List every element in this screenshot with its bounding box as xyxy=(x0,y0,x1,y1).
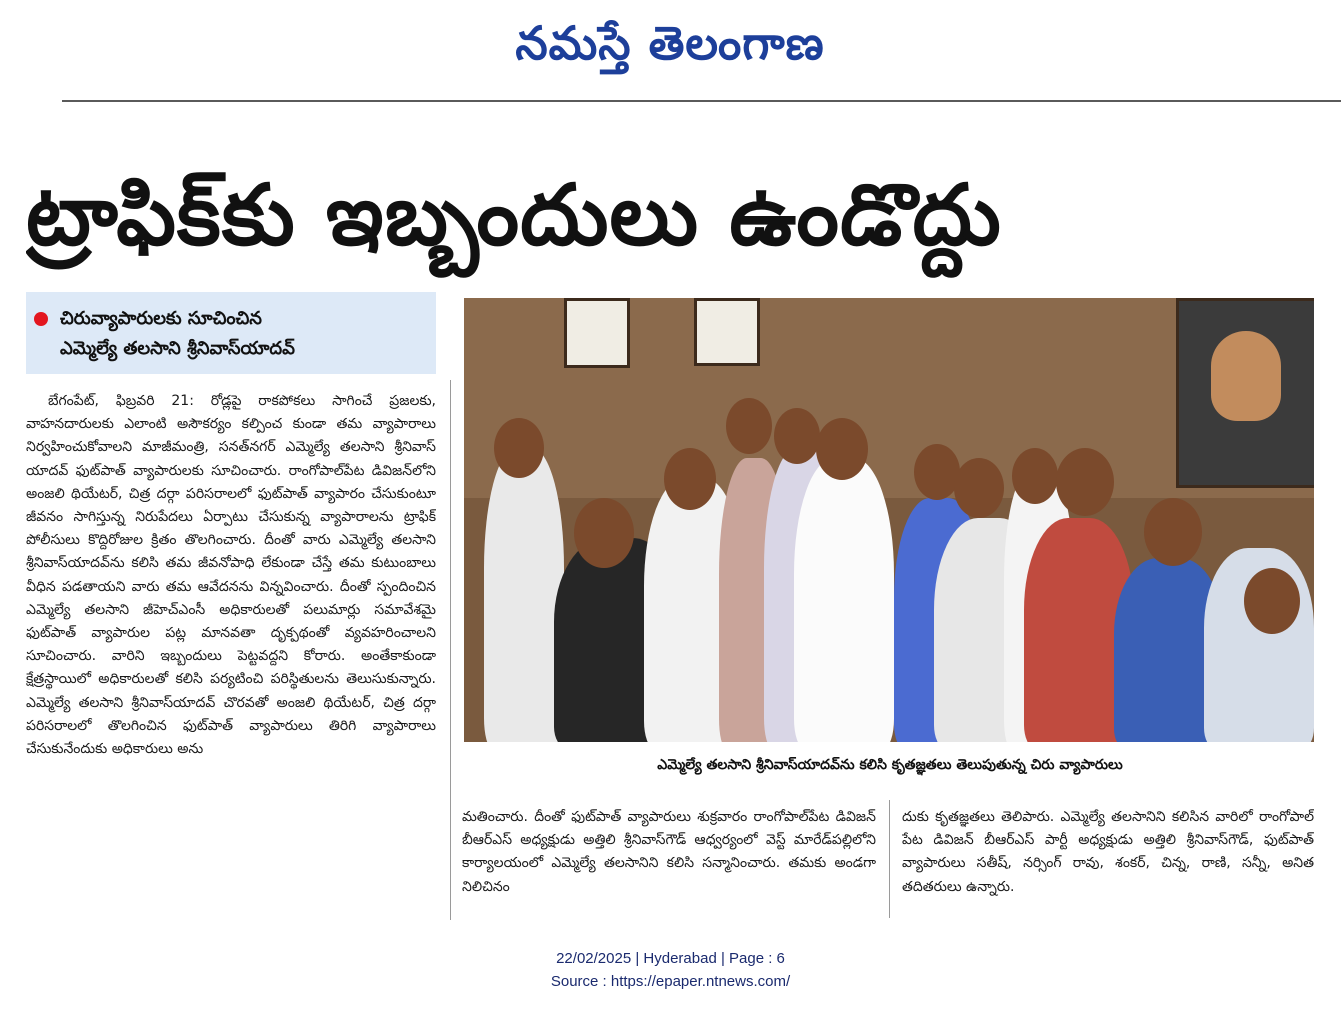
column-divider xyxy=(450,380,451,920)
photo-person-head xyxy=(726,398,772,454)
photo-person-head xyxy=(494,418,544,478)
photo-person-head xyxy=(1056,448,1114,516)
photo-person-head xyxy=(914,444,960,500)
article-column-3: దుకు కృతజ్ఞతలు తెలిపారు. ఎమ్మెల్యే తలసానిని కలిసిన వారిలో రాంగోపాల్ పేట డివిజన్ బీఆర్‌ఎస్ పార్టీ అధ్యక్షుడు అత్తిలి శ్రీనివాస్‌గౌడ్, ఫుట్‌పాత్ వ్యాపారులు సతీష్, నర్సింగ్ రావు, శంకర్, చిన్న, రాణి, సన్నీ, అనిత తదితరులు ఉన్నారు. xyxy=(902,809,1314,895)
subhead-line-1: చిరువ్యాపారులకు సూచించిన xyxy=(60,308,262,329)
subhead-box xyxy=(26,292,436,374)
photo-person-head xyxy=(774,408,820,464)
newspaper-logo: నమస్తే తెలంగాణ xyxy=(515,16,825,70)
photo-person-head xyxy=(816,418,868,480)
photo-person-head xyxy=(954,458,1004,518)
photo-person-head xyxy=(664,448,716,510)
photo-person-head xyxy=(1244,568,1300,634)
bullet-icon xyxy=(34,312,48,326)
photo-person xyxy=(484,448,564,742)
article-headline: ట్రాఫిక్‌కు ఇబ్బందులు ఉండొద్దు xyxy=(26,166,1002,264)
photo-person-center xyxy=(794,458,894,742)
source-url: Source : https://epaper.ntnews.com/ xyxy=(550,973,791,990)
photo-frame-portrait xyxy=(564,298,630,368)
photo-caption: ఎమ్మెల్యే తలసాని శ్రీనివాస్‌యాదవ్‌ను కలిసి కృతజ్ఞతలు తెలుపుతున్న చిరు వ్యాపారులు xyxy=(657,757,1123,773)
photo-frame-large-portrait xyxy=(1176,298,1314,488)
article-column-1 xyxy=(26,390,436,920)
subhead-line-2: ఎమ్మెల్యే తలసాని శ్రీనివాస్‌యాదవ్ xyxy=(60,338,295,359)
portrait-face xyxy=(1211,331,1281,421)
masthead xyxy=(0,0,1341,100)
news-photo xyxy=(464,298,1314,742)
masthead-divider xyxy=(62,100,1341,102)
photo-frame-portrait xyxy=(694,298,760,366)
photo-person-head xyxy=(1012,448,1058,504)
column-divider xyxy=(889,800,890,918)
edition-info: 22/02/2025 | Hyderabad | Page : 6 xyxy=(556,950,785,967)
photo-person-head xyxy=(574,498,634,568)
photo-person-head xyxy=(1144,498,1202,566)
article-column-1-text: బేగంపేట్, ఫిబ్రవరి 21: రోడ్లపై రాకపోకలు సాగించే ప్రజలకు, వాహనదారులకు ఎలాంటి అసౌకర్యం కల్పించ కుండా తమ వ్యాపారాలు నిర్వహించుకోవాలని మాజీమంత్రి, సనత్‌నగర్ ఎమ్మెల్యే తలసాని శ్రీనివాస్ యాదవ్ ఫుట్‌పాత్ వ్యాపారులకు సూచించారు. రాంగోపాల్‌పేట డివిజన్‌లోని అంజలి థియేటర్, చిత్ర దర్గా పరిసరాలలో ఫుట్‌పాత్ వ్యాపారం చేసుకుంటూ జీవనం సాగిస్తున్న నిరుపేదలు ఏర్పాటు చేసుకున్న వ్యాపారాలను ట్రాఫిక్ పోలీసులు కొద్దిరోజుల క్రితం తొలగించారు. దీంతో వారు ఎమ్మెల్యే తలసాని శ్రీనివాస్‌యాదవ్‌ను కలిసి తమ జీవనోపాధి లేకుండా చేస్తే తమ కుటుంబాలు వీధిన పడతాయని వారు తమ ఆవేదనను విన్నవించారు. దీంతో స్పందించిన ఎమ్మెల్యే తలసాని జీహెచ్‌ఎంసీ అధికారులతో పలుమార్లు సమావేశమై ఫుట్‌పాత్ వ్యాపారుల పట్ల మానవతా దృక్పథంతో వ్యవహరించాలని సూచించారు. వారిని ఇబ్బందులు పెట్టవద్దని కోరారు. అంతేకాకుండా క్షేత్రస్థాయిలో అధికారులతో కలిసి పర్యటించి పరిస్థితులను తెలుసుకున్నారు. ఎమ్మెల్యే తలసాని శ్రీనివాస్‌యాదవ్ చొరవతో అంజలి థియేటర్, చిత్ర దర్గా పరిసరాలలో తొలగించిన ఫుట్‌పాత్ వ్యాపారులు తిరిగి వ్యాపారాలు చేసుకునేందుకు అధికారులు అను xyxy=(26,393,436,758)
article-column-2: మతించారు. దీంతో ఫుట్‌పాత్ వ్యాపారులు శుక్రవారం రాంగోపాల్‌పేట డివిజన్ బీఆర్‌ఎస్ అధ్యక్షుడు అత్తిలి శ్రీనివాస్‌గౌడ్ ఆధ్వర్యంలో వెస్ట్ మారేడ్‌పల్లిలోని కార్యాలయంలో ఎమ్మెల్యే తలసానిని కలిసి సన్మానించారు. తమకు అండగా నిలిచినం xyxy=(462,809,876,895)
